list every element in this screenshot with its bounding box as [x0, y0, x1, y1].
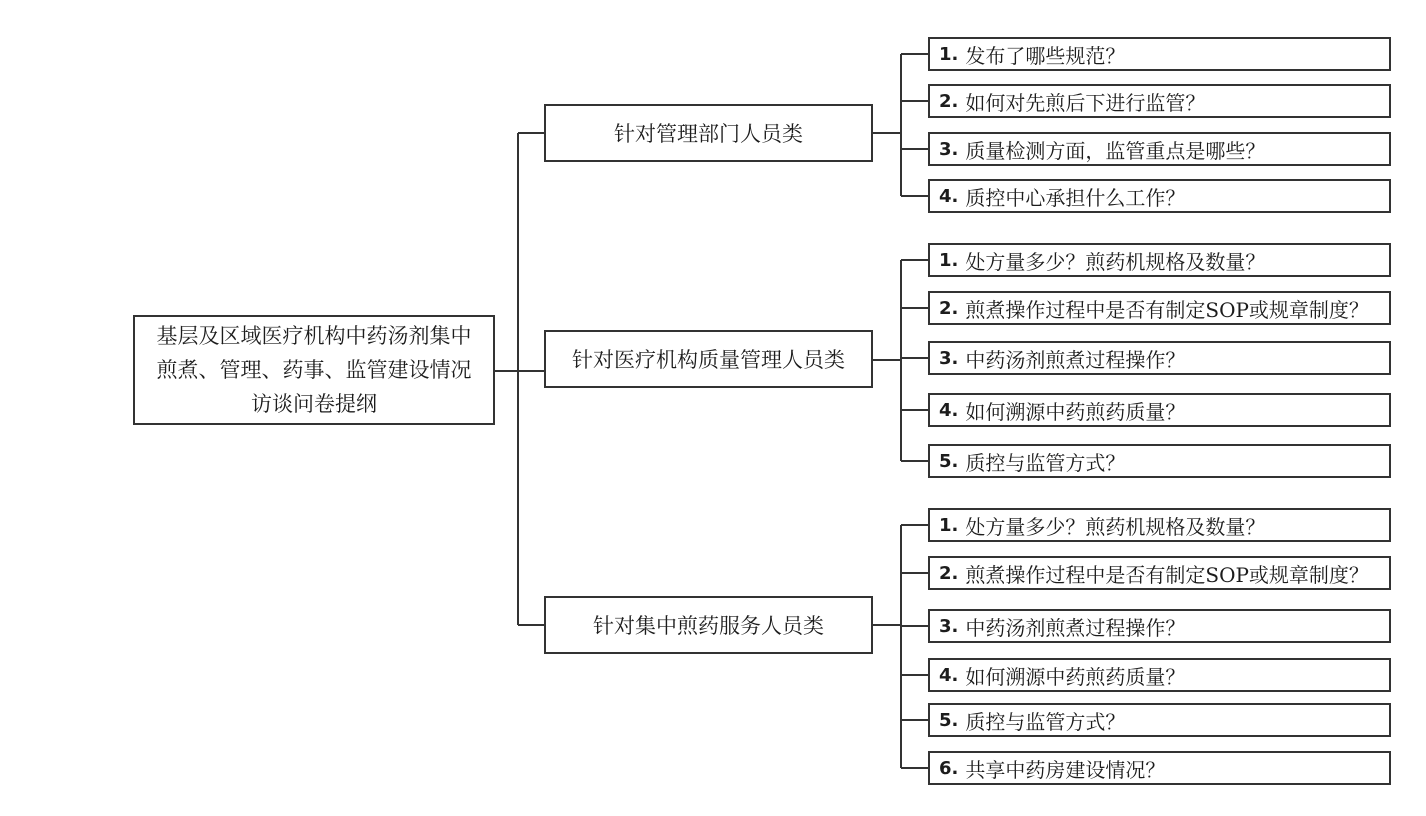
- question-node: [928, 243, 1391, 277]
- question-node: [928, 291, 1391, 325]
- question-text: 处方量多少？煎药机规格及数量？: [965, 514, 1266, 539]
- question-number: 1.: [939, 249, 959, 271]
- question-text: 共享中药房建设情况？: [965, 757, 1166, 782]
- branch-label: 针对管理部门人员类: [614, 122, 803, 146]
- root-title-line-3: 访谈问卷提纲: [251, 392, 377, 416]
- question-number: 1.: [939, 514, 959, 536]
- question-number: 6.: [939, 757, 959, 779]
- branch-label: 针对医疗机构质量管理人员类: [572, 348, 845, 372]
- question-number: 3.: [939, 347, 959, 369]
- question-text: 质控中心承担什么工作？: [965, 185, 1186, 210]
- question-text: 如何溯源中药煎药质量？: [965, 399, 1186, 424]
- question-node: [928, 341, 1391, 375]
- question-text: 发布了哪些规范？: [965, 43, 1126, 68]
- question-text: 如何对先煎后下进行监管？: [965, 90, 1206, 115]
- branch-node-medical-quality: [544, 330, 873, 388]
- question-node: [928, 37, 1391, 71]
- question-number: 5.: [939, 450, 959, 472]
- question-node: [928, 393, 1391, 427]
- branch3-connectors: [873, 525, 928, 768]
- branch1-connectors: [873, 54, 928, 196]
- question-number: 4.: [939, 664, 959, 686]
- question-text: 处方量多少？煎药机规格及数量？: [965, 249, 1266, 274]
- question-text: 如何溯源中药煎药质量？: [965, 664, 1186, 689]
- question-number: 4.: [939, 185, 959, 207]
- question-text: 中药汤剂煎煮过程操作？: [965, 615, 1186, 640]
- question-number: 2.: [939, 562, 959, 584]
- question-number: 3.: [939, 615, 959, 637]
- root-title-line-1: 基层及区域医疗机构中药汤剂集中: [156, 324, 472, 348]
- question-node: [928, 179, 1391, 213]
- branch-node-management-dept: [544, 104, 873, 162]
- branch-node-decoction-service: [544, 596, 873, 654]
- question-text: 质量检测方面，监管重点是哪些？: [965, 138, 1266, 163]
- question-text: 质控与监管方式？: [965, 450, 1126, 475]
- question-number: 2.: [939, 90, 959, 112]
- question-number: 4.: [939, 399, 959, 421]
- question-node: [928, 84, 1391, 118]
- question-number: 5.: [939, 709, 959, 731]
- question-number: 3.: [939, 138, 959, 160]
- question-text: 中药汤剂煎煮过程操作？: [965, 347, 1186, 372]
- root-node: [133, 315, 495, 425]
- question-number: 2.: [939, 297, 959, 319]
- branch-label: 针对集中煎药服务人员类: [593, 614, 824, 638]
- question-node: [928, 508, 1391, 542]
- question-node: [928, 609, 1391, 643]
- question-node: [928, 703, 1391, 737]
- question-node: [928, 658, 1391, 692]
- root-connector: [495, 133, 544, 625]
- branch2-connectors: [873, 260, 928, 461]
- question-node: [928, 132, 1391, 166]
- root-title-line-2: 煎煮、管理、药事、监管建设情况: [156, 358, 472, 382]
- question-text: 煎煮操作过程中是否有制定SOP或规章制度？: [965, 562, 1369, 587]
- question-text: 质控与监管方式？: [965, 709, 1126, 734]
- question-node: [928, 556, 1391, 590]
- question-number: 1.: [939, 43, 959, 65]
- question-node: [928, 444, 1391, 478]
- question-node: [928, 751, 1391, 785]
- question-text: 煎煮操作过程中是否有制定SOP或规章制度？: [965, 297, 1369, 322]
